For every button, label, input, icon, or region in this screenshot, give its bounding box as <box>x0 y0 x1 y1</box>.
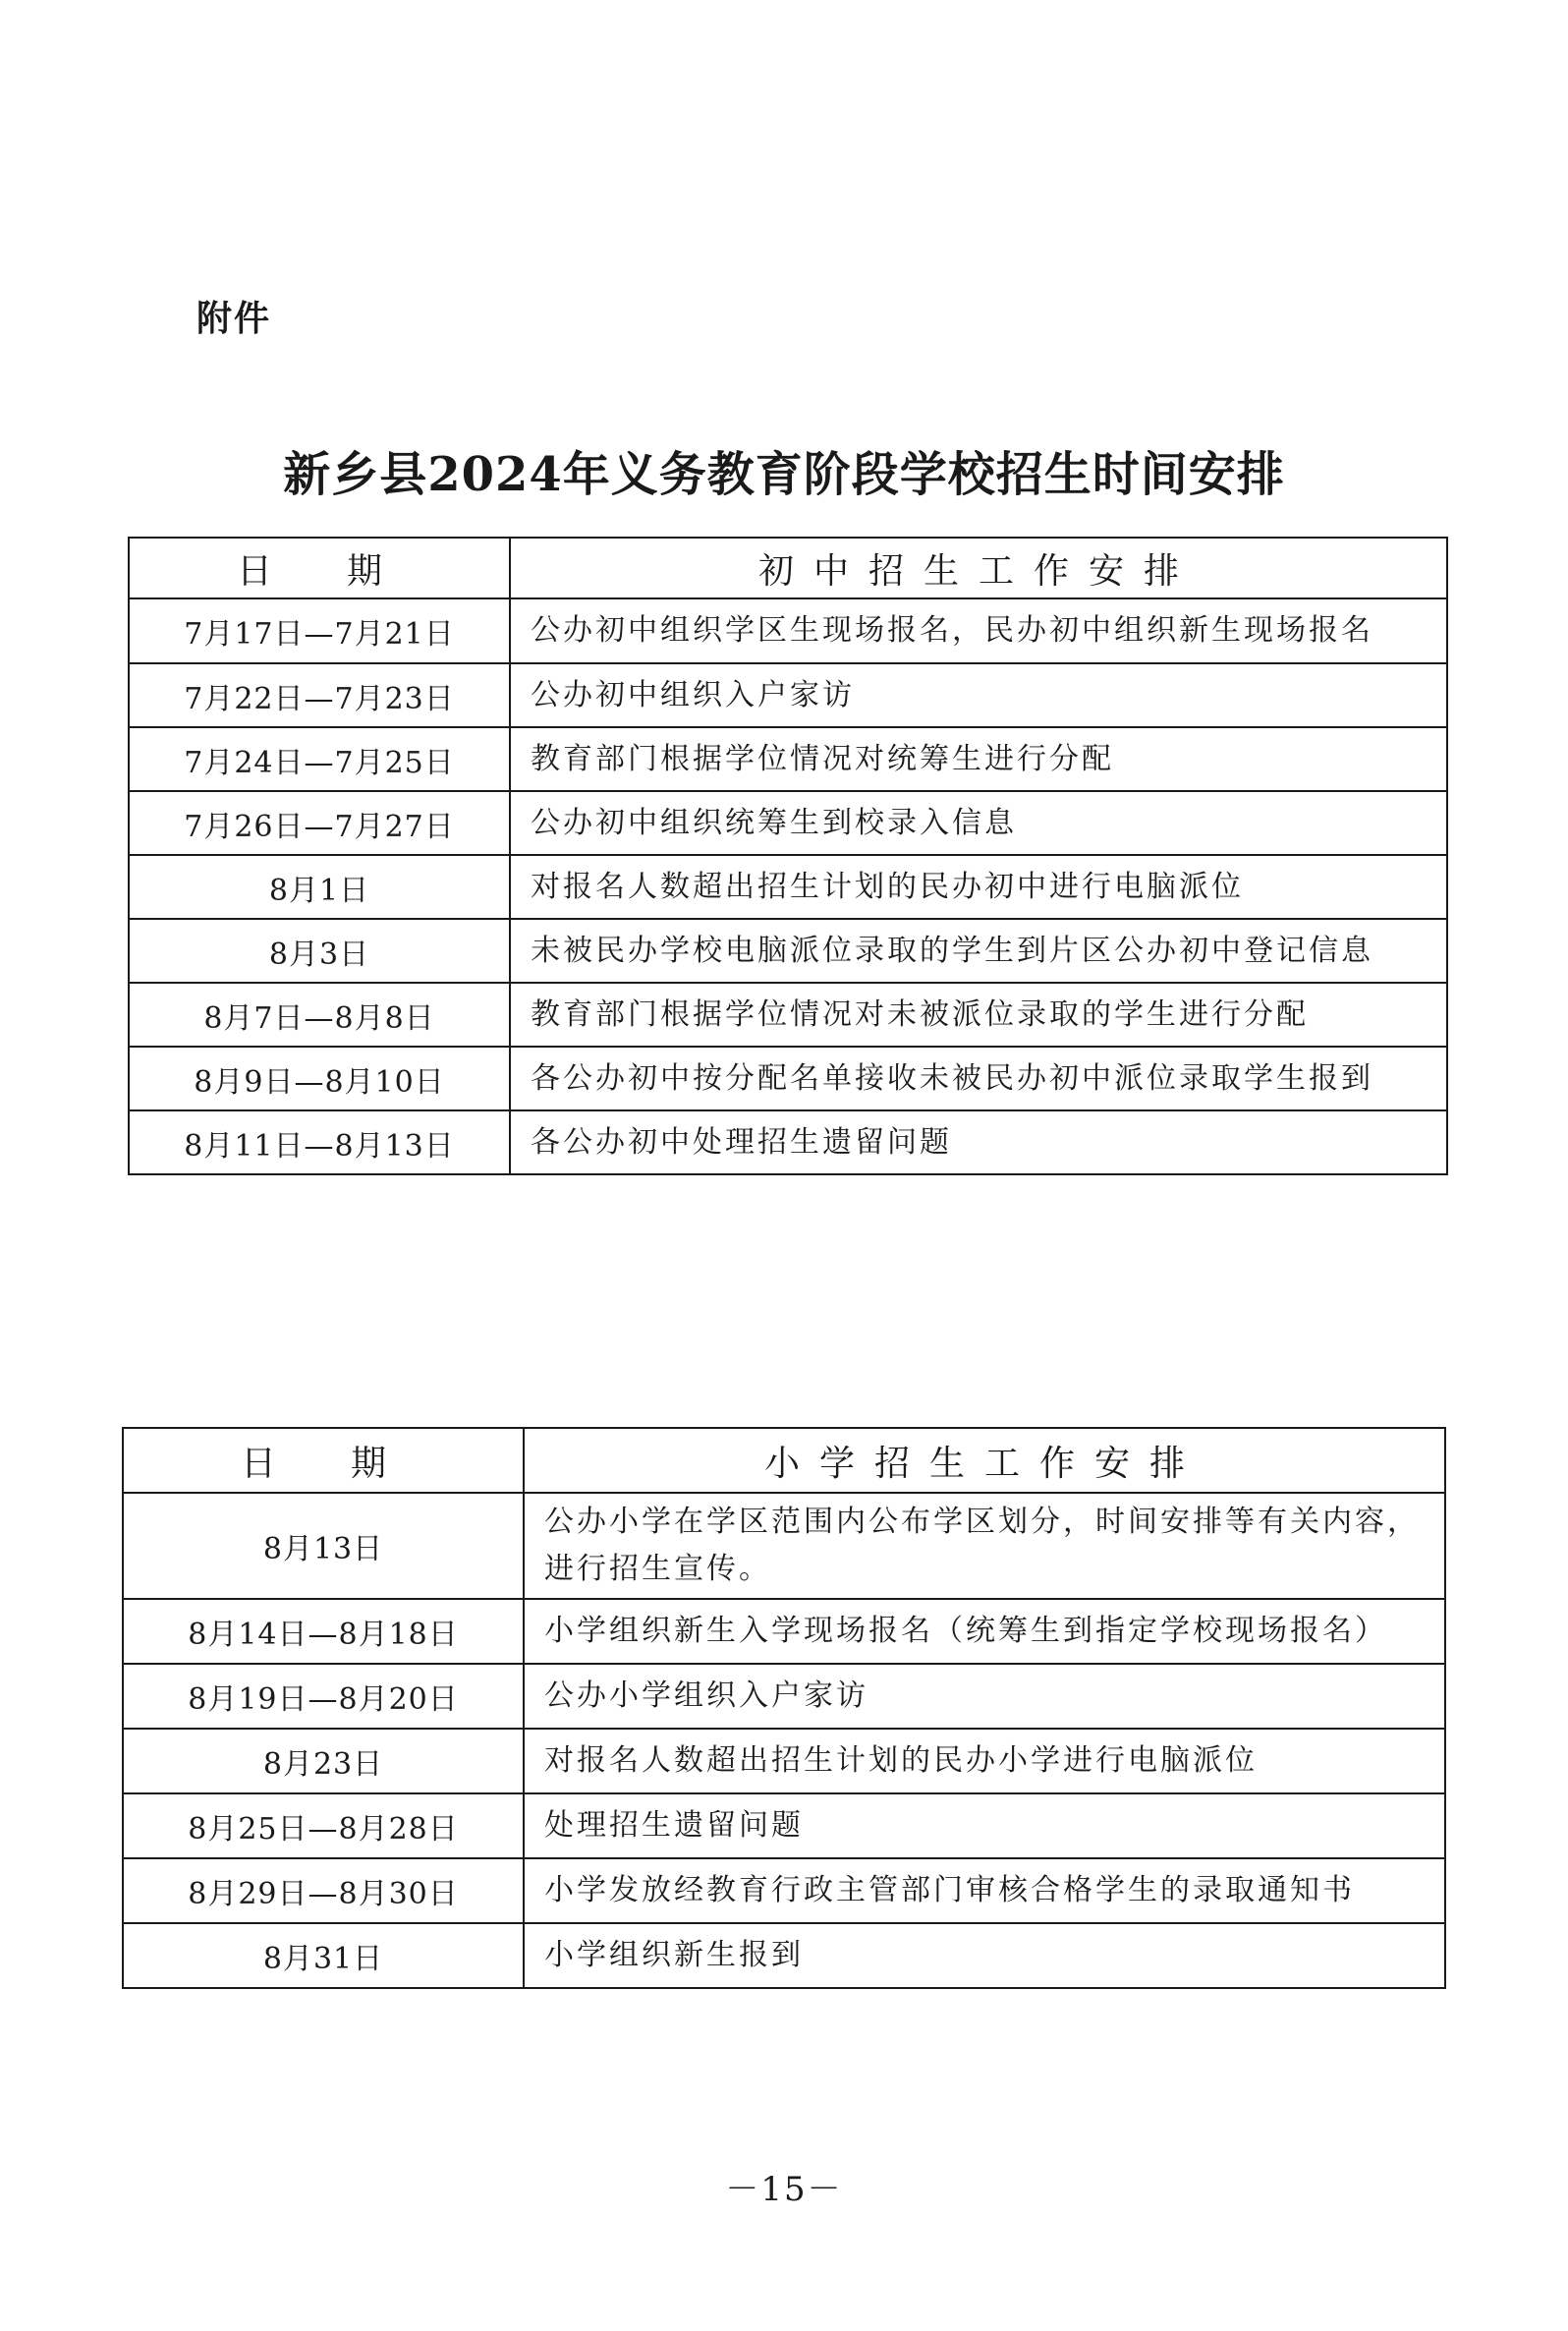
row-task: 公办小学组织入户家访 <box>524 1664 1445 1729</box>
row-date: 8月9日—8月10日 <box>129 1047 510 1110</box>
table-header-row <box>123 1428 1445 1493</box>
row-task: 公办初中组织统筹生到校录入信息 <box>510 791 1447 855</box>
table-row <box>129 598 1447 663</box>
row-date: 8月11日—8月13日 <box>129 1110 510 1174</box>
header-task: 初中招生工作安排 <box>510 538 1447 598</box>
table-row <box>129 919 1447 983</box>
row-date: 8月7日—8月8日 <box>129 983 510 1047</box>
row-task: 教育部门根据学位情况对统筹生进行分配 <box>510 727 1447 791</box>
row-task: 各公办初中处理招生遗留问题 <box>510 1110 1447 1174</box>
table-row <box>129 791 1447 855</box>
table-row <box>129 1110 1447 1174</box>
row-date: 8月29日—8月30日 <box>123 1858 524 1923</box>
header-date: 日 期 <box>123 1428 524 1493</box>
row-date: 8月14日—8月18日 <box>123 1599 524 1664</box>
row-task: 对报名人数超出招生计划的民办初中进行电脑派位 <box>510 855 1447 919</box>
row-date: 8月31日 <box>123 1923 524 1988</box>
table-row <box>123 1923 1445 1988</box>
row-date: 8月25日—8月28日 <box>123 1793 524 1858</box>
row-date: 7月24日—7月25日 <box>129 727 510 791</box>
row-task: 公办初中组织入户家访 <box>510 663 1447 727</box>
row-date: 8月3日 <box>129 919 510 983</box>
table-row <box>123 1729 1445 1793</box>
row-task: 教育部门根据学位情况对未被派位录取的学生进行分配 <box>510 983 1447 1047</box>
table-row <box>129 663 1447 727</box>
row-date: 7月26日—7月27日 <box>129 791 510 855</box>
document-title: 新乡县2024年义务教育阶段学校招生时间安排 <box>283 447 1285 502</box>
table-row <box>129 1047 1447 1110</box>
row-task: 小学组织新生入学现场报名（统筹生到指定学校现场报名） <box>524 1599 1445 1664</box>
table-row <box>123 1599 1445 1664</box>
table-row <box>129 727 1447 791</box>
table-header-row <box>129 538 1447 598</box>
primary-school-schedule-table <box>122 1427 1446 1989</box>
table-row <box>123 1858 1445 1923</box>
row-date: 8月23日 <box>123 1729 524 1793</box>
table-row <box>129 855 1447 919</box>
row-task: 对报名人数超出招生计划的民办小学进行电脑派位 <box>524 1729 1445 1793</box>
table-row <box>123 1793 1445 1858</box>
table-row <box>129 983 1447 1047</box>
row-task: 小学组织新生报到 <box>524 1923 1445 1988</box>
table-row <box>123 1493 1445 1599</box>
header-task: 小学招生工作安排 <box>524 1428 1445 1493</box>
row-date: 7月17日—7月21日 <box>129 598 510 663</box>
page-number: －15－ <box>725 2170 843 2209</box>
row-task: 未被民办学校电脑派位录取的学生到片区公办初中登记信息 <box>510 919 1447 983</box>
attachment-label: 附件 <box>196 299 272 339</box>
row-date: 8月19日—8月20日 <box>123 1664 524 1729</box>
row-date: 8月1日 <box>129 855 510 919</box>
row-task: 小学发放经教育行政主管部门审核合格学生的录取通知书 <box>524 1858 1445 1923</box>
row-date: 8月13日 <box>123 1493 524 1599</box>
row-task: 公办小学在学区范围内公布学区划分，时间安排等有关内容，进行招生宣传。 <box>524 1493 1445 1599</box>
row-task: 各公办初中按分配名单接收未被民办初中派位录取学生报到 <box>510 1047 1447 1110</box>
row-date: 7月22日—7月23日 <box>129 663 510 727</box>
row-task: 处理招生遗留问题 <box>524 1793 1445 1858</box>
middle-school-schedule-table <box>128 537 1448 1175</box>
header-date: 日 期 <box>129 538 510 598</box>
table-row <box>123 1664 1445 1729</box>
row-task: 公办初中组织学区生现场报名，民办初中组织新生现场报名 <box>510 598 1447 663</box>
